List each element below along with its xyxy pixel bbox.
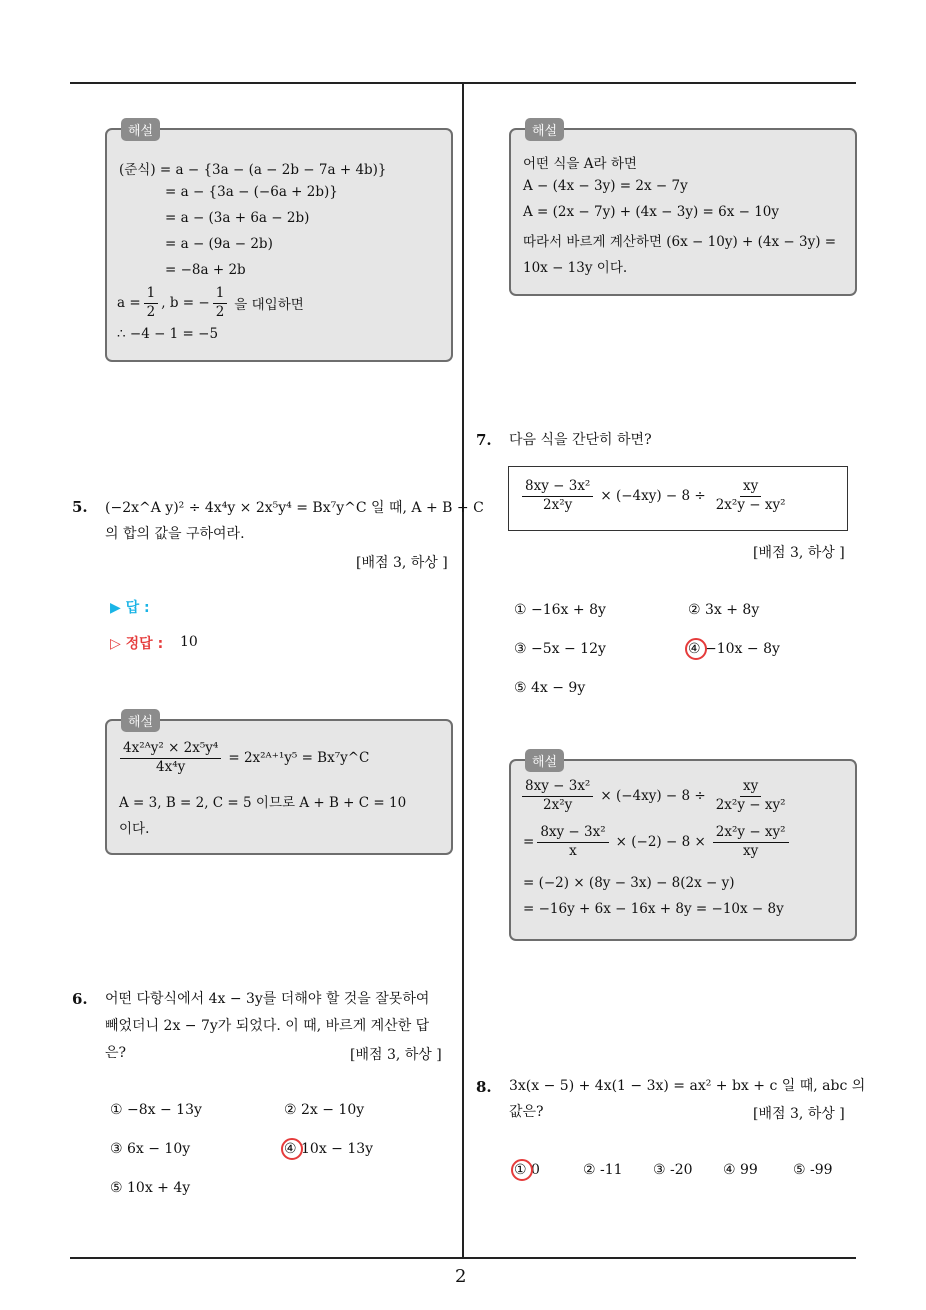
equals-sign: = [523,834,535,851]
solution-box-q7 [509,755,857,941]
choice-2[interactable]: ② 2x − 10y [284,1102,365,1118]
column-divider [462,84,464,1257]
fraction-half [213,286,228,320]
frac-den: 2 [146,303,156,320]
frac-den: x [569,842,577,859]
score-label: [배점 3, 하상 ] [350,1047,442,1063]
question-number: 5. [72,498,88,516]
frac-num: xy [740,479,761,497]
solution-box-q6 [509,124,857,296]
choice-4[interactable]: ④ 10x − 13y [284,1141,374,1157]
frac-num: 1 [144,286,159,304]
fraction [713,825,789,859]
question-number: 8. [476,1078,492,1096]
solution-line: = a − {3a − (−6a + 2b)} [165,184,338,200]
solution-line: A = (2x − 7y) + (4x − 3y) = 6x − 10y [523,204,780,220]
choice-5[interactable]: ⑤ 4x − 9y [514,680,586,696]
solution-line: A = 3, B = 2, C = 5 이므로 A + B + C = 10 [119,795,407,811]
question-text: 의 합의 값을 구하여라. [105,526,245,542]
question-text: (−2x^A y)² ÷ 4x⁴y × 2x⁵y⁴ = Bx⁷y^C 일 때, A + B + C [105,500,484,516]
solution-substitution [117,286,304,320]
frac-num: xy [740,779,761,797]
solution-line: (준식) = a − {3a − (a − 2b − 7a + 4b)} [119,162,387,178]
solution-line: ∴ −4 − 1 = −5 [117,326,219,342]
sub-tail-text: 을 대입하면 [234,297,304,314]
answer-label: ▶ 답 : [110,600,150,616]
question-number: 6. [72,990,88,1008]
solution-tag: 해설 [121,709,160,732]
frac-num: 8xy − 3x² [537,825,608,843]
expression [519,479,792,513]
frac-den: 4x⁴y [156,758,186,775]
solution-box-q4 [105,124,453,362]
sub-a-text: a = [117,295,141,312]
solution-line: 이다. [119,821,150,837]
answer-circle-mark [685,638,707,660]
frac-num: 8xy − 3x² [522,479,593,497]
score-label: [배점 3, 하상 ] [753,545,845,561]
frac-num: 2x²y − xy² [713,825,789,843]
solution-line: = a − (9a − 2b) [165,236,273,252]
question-text: 빼었더니 2x − 7y가 되었다. 이 때, 바르게 계산한 답 [105,1018,430,1034]
fraction-half [144,286,159,320]
question-text: 값은? [509,1104,544,1120]
solution-line: 어떤 식을 A라 하면 [523,156,637,172]
fraction [713,779,789,813]
fraction [522,779,593,813]
expression-middle: × (−4xy) − 8 ÷ [600,488,706,505]
score-label: [배점 3, 하상 ] [356,555,448,571]
solution-tag: 해설 [525,118,564,141]
solution-box-q5 [105,715,453,855]
solution-line: = −8a + 2b [165,262,246,278]
question-text: 어떤 다항식에서 4x − 3y를 더해야 할 것을 잘못하여 [105,991,430,1007]
question-text: 은? [105,1045,127,1061]
solution-line: = −16y + 6x − 16x + 8y = −10x − 8y [523,901,784,917]
frac-num: 1 [213,286,228,304]
solution-equation: = 2x²ᴬ⁺¹y⁵ = Bx⁷y^C [228,750,370,767]
question-expression-box [508,466,848,531]
score-label: [배점 3, 하상 ] [753,1106,845,1122]
fraction [537,825,608,859]
choice-5[interactable]: ⑤ -99 [793,1162,833,1178]
question-number: 7. [476,431,492,449]
choice-3[interactable]: ③ -20 [653,1162,693,1178]
solution-line: A − (4x − 3y) = 2x − 7y [523,178,688,194]
fraction [120,741,221,775]
choice-4[interactable]: ④ 99 [723,1162,758,1178]
solution-line: 따라서 바르게 계산하면 (6x − 10y) + (4x − 3y) = [523,234,837,250]
solution-fraction-line [117,741,369,775]
solution-line: = a − (3a + 6a − 2b) [165,210,310,226]
choice-5[interactable]: ⑤ 10x + 4y [110,1180,191,1196]
frac-den: 2x²y [543,796,573,813]
frac-num: 4x²ᴬy² × 2x⁵y⁴ [120,741,221,759]
choice-3[interactable]: ③ 6x − 10y [110,1141,191,1157]
answer-circle-mark [511,1159,533,1181]
frac-den: xy [743,842,759,859]
choice-1[interactable]: ① −16x + 8y [514,602,606,618]
page-number: 2 [455,1266,467,1287]
frac-den: 2x²y − xy² [715,796,786,813]
correct-answer-label: ▷ 정답 : [110,636,164,652]
expression-middle: × (−2) − 8 × [615,834,706,851]
solution-tag: 해설 [525,749,564,772]
choice-2[interactable]: ② 3x + 8y [688,602,760,618]
frac-den: 2 [215,303,225,320]
choice-1[interactable]: ① −8x − 13y [110,1102,202,1118]
solution-line-1 [519,779,792,813]
choice-4[interactable]: ④ −10x − 8y [688,641,780,657]
answer-circle-mark [281,1138,303,1160]
frac-den: 2x²y − xy² [715,496,786,513]
frac-num: 8xy − 3x² [522,779,593,797]
fraction [522,479,593,513]
frac-den: 2x²y [543,496,573,513]
question-text: 3x(x − 5) + 4x(1 − 3x) = ax² + bx + c 일 때, abc 의 [509,1078,866,1094]
expression-middle: × (−4xy) − 8 ÷ [600,788,706,805]
solution-tag: 해설 [121,118,160,141]
fraction [713,479,789,513]
solution-line: = (−2) × (8y − 3x) − 8(2x − y) [523,875,735,891]
question-text: 다음 식을 간단히 하면? [509,432,652,448]
solution-line: 10x − 13y 이다. [523,260,628,276]
choice-3[interactable]: ③ −5x − 12y [514,641,606,657]
sub-b-text: , b = − [161,295,210,312]
solution-line-2 [523,825,792,859]
correct-answer-value: 10 [180,634,198,650]
choice-2[interactable]: ② -11 [583,1162,623,1178]
bottom-rule [70,1257,856,1259]
choice-1[interactable]: ① 0 [514,1162,540,1178]
